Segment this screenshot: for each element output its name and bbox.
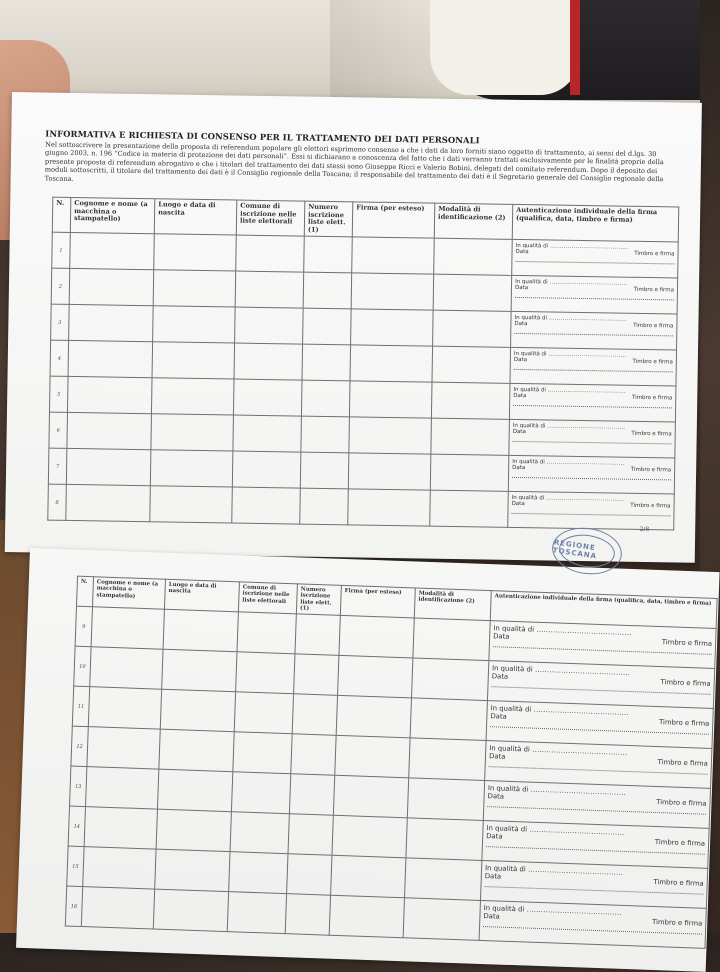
form-page-top [5, 92, 702, 563]
data-label: Data [512, 429, 526, 436]
signature-line [514, 369, 673, 372]
municipality-cell[interactable] [227, 892, 286, 934]
qualifica-label: In qualità di ..... [513, 423, 672, 431]
col-number-header: N. [76, 576, 93, 607]
timbro-label: Timbro e firma [657, 758, 709, 769]
name-cell[interactable] [69, 269, 154, 306]
timbro-label: Timbro e firma [660, 678, 711, 689]
registration-cell[interactable] [285, 894, 330, 936]
timbro-label: Timbro e firma [630, 503, 671, 510]
authentication-fields [512, 276, 677, 301]
data-label: Data [511, 501, 525, 508]
data-label: Data [491, 672, 509, 682]
row-number: 16 [65, 886, 82, 927]
signature-cell[interactable] [351, 309, 434, 346]
birth-cell[interactable] [150, 450, 233, 487]
signature-line [483, 926, 702, 935]
row-number: 8 [48, 484, 67, 520]
authentication-cell[interactable] [508, 492, 675, 534]
municipality-cell[interactable] [233, 732, 292, 774]
col-signature-header: Firma (per esteso) [340, 585, 415, 618]
data-label: Data [514, 285, 529, 292]
timbro-label: Timbro e firma [653, 878, 704, 888]
row-number: 12 [71, 726, 88, 767]
name-cell[interactable] [69, 305, 154, 342]
timbro-label: Timbro e firma [658, 718, 710, 729]
col-municipality-header: Comune di iscrizione nelle liste elettorali [236, 200, 305, 236]
qualifica-label: In qualità di ..... [512, 459, 671, 467]
data-label: Data [488, 752, 506, 761]
qualifica-label: In qualità di ..... [515, 279, 674, 287]
qualifica-label: In qualità di ..... [512, 495, 671, 503]
authentication-cell[interactable] [511, 276, 678, 315]
timbro-label: Timbro e firma [656, 798, 707, 809]
registration-cell[interactable] [300, 488, 349, 525]
registration-cell[interactable] [294, 654, 339, 696]
birth-cell[interactable] [151, 414, 234, 451]
registration-cell[interactable] [288, 814, 333, 856]
signature-cell[interactable] [332, 815, 407, 858]
authentication-cell[interactable] [511, 312, 678, 351]
identification-cell[interactable] [431, 382, 510, 419]
municipality-cell[interactable] [234, 343, 303, 380]
birth-cell[interactable] [160, 689, 235, 732]
data-label: Data [483, 912, 500, 921]
birth-cell[interactable] [154, 234, 237, 271]
signature-line [484, 886, 703, 895]
municipality-cell[interactable] [237, 612, 296, 654]
signature-cell[interactable] [335, 736, 410, 779]
registration-cell[interactable] [287, 854, 332, 896]
form-page-bottom [16, 548, 720, 972]
col-municipality-header: Comune di iscrizione nelle liste elettorali [238, 582, 297, 614]
signature-cell[interactable] [349, 381, 432, 418]
identification-cell[interactable] [413, 618, 490, 661]
col-identification-header: Modalità di identificazione (2) [434, 203, 513, 240]
data-label: Data [490, 712, 507, 721]
qualifica-label: In qualità di ..... [493, 624, 712, 640]
identification-cell[interactable] [411, 658, 488, 701]
qualifica-label: In qualità di ..... [489, 744, 708, 760]
birth-cell[interactable] [152, 342, 235, 379]
birth-cell[interactable] [151, 378, 234, 415]
row-number: 11 [72, 686, 89, 727]
registration-cell[interactable] [300, 452, 349, 489]
identification-cell[interactable] [434, 238, 513, 275]
col-registration-header: Numero iscrizione liste elett.(1) [296, 584, 341, 616]
row-number: 13 [70, 766, 87, 807]
row-number: 9 [75, 606, 92, 647]
signature-line [511, 513, 670, 516]
signature-line [515, 297, 674, 300]
birth-cell[interactable] [150, 486, 233, 523]
row-number: 5 [49, 376, 68, 412]
data-label: Data [493, 632, 510, 642]
timbro-label: Timbro e firma [651, 918, 703, 928]
registration-cell[interactable] [291, 734, 336, 776]
identification-cell[interactable] [431, 418, 510, 455]
data-label: Data [512, 465, 526, 472]
stamp-text: REGIONE TOSCANA [552, 538, 598, 561]
qualifica-label: In qualità di ..... [484, 904, 703, 920]
authentication-cell[interactable] [509, 420, 676, 459]
authentication-fields [510, 420, 675, 445]
municipality-cell[interactable] [236, 652, 295, 694]
timbro-label: Timbro e firma [633, 323, 674, 330]
signature-cell[interactable] [329, 895, 404, 938]
row-number: 3 [51, 304, 70, 340]
registration-cell[interactable] [289, 774, 334, 816]
row-number: 14 [68, 806, 85, 847]
registration-cell[interactable] [295, 614, 340, 656]
signature-cell[interactable] [331, 855, 406, 898]
row-number: 1 [52, 232, 71, 268]
signature-cell[interactable] [349, 417, 432, 454]
signature-line [490, 726, 709, 735]
name-cell[interactable] [66, 485, 151, 522]
municipality-cell[interactable] [233, 379, 302, 416]
background-sleeve [430, 0, 580, 95]
name-cell[interactable] [84, 807, 157, 849]
qualifica-label: In qualità di ..... [514, 315, 673, 323]
row-number: 10 [74, 646, 91, 687]
birth-cell[interactable] [157, 769, 232, 812]
privacy-text: Nel sottoscrivere la presentazione della proposta di referendum popolare gli elettori esprimono consenso a che i dati da loro forniti siano oggetto di trattamento, ai sensi del d.lgs. 30 giugno 2003, n. 196 “Codice in materia di protezione dei dati personali”. Essi si dichiarano a conoscenza del fatto che i dati verranno trattati esclusivamente per le finalità proprie della presente proposta di referendum abrogativo e che i titolari del trattamento dei dati stessi sono Giuseppe Ricci e Valerio Bobini, delegati del comitato referendum. Dopo il deposito dei moduli sottoscritti, il titolare del trattamento dei dati è il Consiglio regionale della Toscana; il responsabile del trattamento dei dati è il Segretario generale del Consiglio regionale della Toscana. [44, 140, 664, 184]
registration-cell[interactable] [304, 236, 353, 273]
col-name-header: Cognome e nome (a macchina o stampatello) [92, 577, 165, 610]
authentication-cell[interactable] [512, 240, 679, 279]
signature-cell[interactable] [336, 696, 411, 739]
col-identification-header: Modalità di identificazione (2) [414, 588, 491, 621]
signature-cell[interactable] [339, 616, 414, 659]
signature-line [491, 686, 710, 695]
col-registration-header: Numero iscrizione liste elett.(1) [304, 201, 353, 237]
signature-line [486, 846, 705, 855]
qualifica-label: In qualità di ..... [491, 704, 710, 720]
signature-cell[interactable] [352, 237, 435, 274]
signature-table-top [47, 197, 679, 534]
name-cell[interactable] [86, 767, 159, 809]
birth-cell[interactable] [155, 849, 230, 892]
signature-line [487, 806, 706, 815]
signature-cell[interactable] [350, 345, 433, 382]
registration-cell[interactable] [303, 272, 352, 309]
name-cell[interactable] [90, 647, 163, 689]
name-cell[interactable] [67, 377, 152, 414]
birth-cell[interactable] [153, 270, 236, 307]
identification-cell[interactable] [407, 778, 484, 821]
birth-cell[interactable] [153, 889, 228, 932]
birth-cell[interactable] [163, 609, 238, 652]
name-cell[interactable] [70, 233, 155, 270]
timbro-label: Timbro e firma [634, 251, 675, 258]
qualifica-label: In qualità di ..... [516, 243, 675, 251]
municipality-cell[interactable] [234, 692, 293, 734]
col-authentication-header: Autenticazione individuale della firma (qualifica, data, timbro e firma) [512, 204, 679, 242]
registration-cell[interactable] [301, 416, 350, 453]
authentication-fields [511, 348, 676, 373]
page-number: 2/8 [639, 525, 650, 534]
authentication-fields [509, 456, 674, 481]
row-number: 15 [67, 846, 84, 887]
col-birth-header: Luogo e data di nascita [164, 579, 239, 612]
data-label: Data [487, 792, 505, 801]
authentication-cell[interactable] [509, 384, 676, 423]
signature-line [493, 646, 712, 655]
identification-cell[interactable] [405, 858, 482, 901]
identification-cell[interactable] [406, 818, 483, 861]
timbro-label: Timbro e firma [633, 287, 675, 294]
registration-cell[interactable] [292, 694, 337, 736]
row-number: 2 [51, 268, 70, 304]
signature-cell[interactable] [333, 776, 408, 819]
qualifica-label: In qualità di ..... [485, 864, 704, 880]
timbro-label: Timbro e firma [661, 638, 713, 649]
identification-cell[interactable] [403, 898, 480, 941]
col-name-header: Cognome e nome (a macchina o stampatello) [70, 197, 155, 234]
row-number: 6 [49, 412, 68, 448]
data-label: Data [513, 357, 528, 364]
registration-cell[interactable] [301, 380, 350, 417]
timbro-label: Timbro e firma [654, 838, 706, 848]
data-label: Data [486, 832, 503, 841]
signature-line [512, 477, 671, 480]
qualifica-label: In qualità di ..... [492, 664, 711, 680]
municipality-cell[interactable] [230, 812, 289, 854]
name-cell[interactable] [67, 413, 152, 450]
authentication-fields [511, 312, 676, 337]
municipality-cell[interactable] [232, 451, 301, 488]
timbro-label: Timbro e firma [631, 431, 672, 438]
municipality-cell[interactable] [231, 772, 290, 814]
identification-cell[interactable] [432, 346, 511, 383]
name-cell[interactable] [81, 887, 154, 929]
name-cell[interactable] [87, 727, 160, 769]
name-cell[interactable] [83, 847, 156, 889]
identification-cell[interactable] [430, 490, 509, 527]
identification-cell[interactable] [430, 454, 509, 491]
signature-line [489, 766, 708, 775]
identification-cell[interactable] [433, 310, 512, 347]
row-number: 7 [48, 448, 67, 484]
name-cell[interactable] [91, 607, 164, 649]
municipality-cell[interactable] [235, 271, 304, 308]
data-label: Data [484, 872, 502, 881]
qualifica-label: In qualità di ..... [488, 784, 707, 800]
col-signature-header: Firma (per esteso) [352, 202, 435, 239]
authentication-fields [512, 240, 677, 265]
birth-cell[interactable] [162, 649, 237, 692]
identification-cell[interactable] [409, 738, 486, 781]
authentication-fields [508, 492, 673, 517]
data-label: Data [514, 321, 528, 328]
registration-cell[interactable] [302, 344, 351, 381]
authentication-cell[interactable] [508, 456, 675, 495]
municipality-cell[interactable] [229, 852, 288, 894]
birth-cell[interactable] [159, 729, 234, 772]
municipality-cell[interactable] [236, 235, 305, 272]
authentication-cell[interactable] [510, 348, 677, 387]
birth-cell[interactable] [156, 809, 231, 852]
municipality-cell[interactable] [233, 415, 302, 452]
authentication-cell[interactable] [479, 901, 706, 949]
identification-cell[interactable] [410, 698, 487, 741]
signature-cell[interactable] [348, 489, 431, 526]
qualifica-label: In qualità di ..... [486, 824, 705, 840]
name-cell[interactable] [68, 341, 153, 378]
qualifica-label: In qualità di ..... [514, 351, 673, 359]
name-cell[interactable] [66, 449, 151, 486]
authentication-fields [510, 384, 675, 409]
data-label: Data [515, 249, 529, 256]
municipality-cell[interactable] [232, 487, 301, 524]
data-label: Data [513, 393, 527, 400]
col-number-header: N. [52, 197, 71, 233]
timbro-label: Timbro e firma [631, 395, 673, 402]
signature-cell[interactable] [348, 453, 431, 490]
timbro-label: Timbro e firma [630, 467, 672, 474]
registration-cell[interactable] [303, 308, 352, 345]
name-cell[interactable] [88, 687, 161, 729]
col-authentication-header: Autenticazione individuale della firma (qualifica, data, timbro e firma) [490, 591, 717, 629]
signature-line [513, 405, 672, 408]
col-birth-header: Luogo e data di nascita [154, 199, 237, 236]
birth-cell[interactable] [153, 306, 236, 343]
identification-cell[interactable] [433, 274, 512, 311]
qualifica-label: In qualità di ..... [513, 387, 672, 395]
timbro-label: Timbro e firma [632, 359, 673, 366]
signature-cell[interactable] [338, 656, 413, 699]
row-number: 4 [50, 340, 69, 376]
signature-cell[interactable] [351, 273, 434, 310]
signature-line [513, 441, 672, 444]
signature-table-bottom [65, 576, 718, 949]
signature-line [515, 261, 674, 264]
privacy-title: INFORMATIVA E RICHIESTA DI CONSENSO PER IL TRATTAMENTO DEI DATI PERSONALI [45, 128, 480, 146]
signature-line [514, 333, 673, 336]
municipality-cell[interactable] [235, 307, 304, 344]
